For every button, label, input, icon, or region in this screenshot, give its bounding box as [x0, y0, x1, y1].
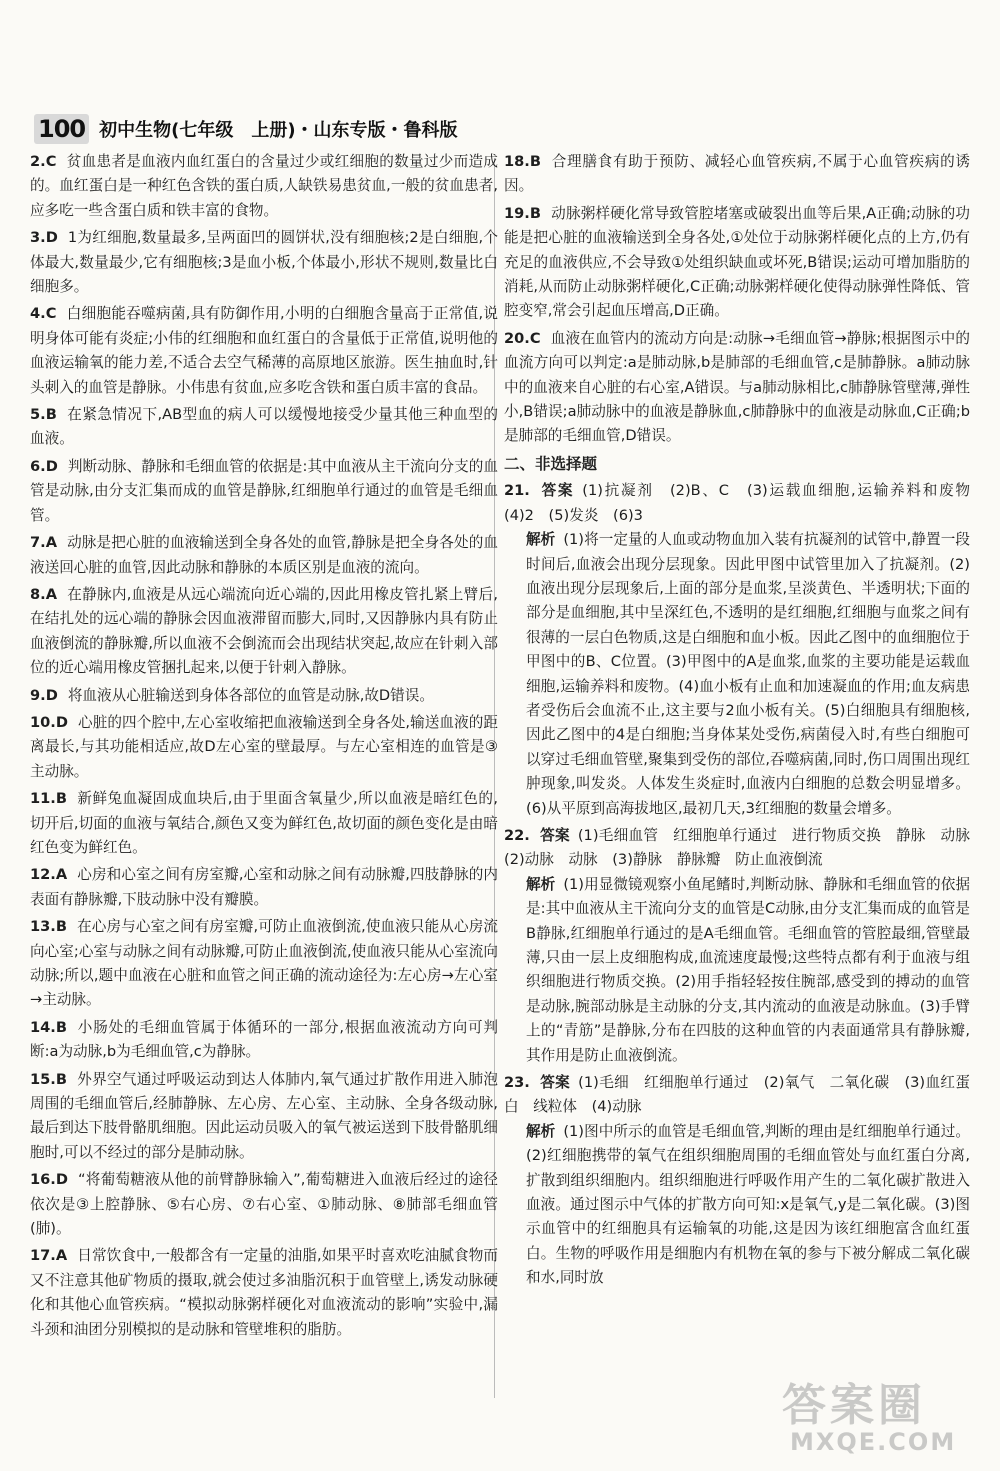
question-number: 17.A	[30, 1247, 68, 1265]
question-number: 20.C	[504, 329, 541, 347]
question-number: 22.	[504, 826, 530, 844]
question-number: 4.C	[30, 305, 57, 323]
answer-entry	[30, 403, 498, 452]
answer-entry	[30, 1016, 498, 1065]
analysis-block	[504, 528, 970, 821]
explanation-text: 动脉是把心脏的血液输送到全身各处的血管,静脉是把全身各处的血液送回心脏的血管,因此动脉和静脉的本质区别是血液的流向。	[30, 534, 498, 576]
question-block	[504, 1071, 970, 1291]
page-number: 100	[34, 114, 89, 144]
analysis-text: (1)图中所示的血管是毛细血管,判断的理由是红细胞单行通过。(2)红细胞携带的氧气在组织细胞周围的毛细血管处与血红蛋白分离,扩散到组织细胞内。组织细胞进行呼吸作用产生的二氧化碳扩散进入血液。通过图示中气体的扩散方向可知:x是氧气,y是二氧化碳。(3)图示血管中的红细胞具有运输氧的功能,这是因为该红细胞富含血红蛋白。生物的呼吸作用是细胞内有机物在氧的参与下被分解成二氧化碳和水,同时放	[526, 1122, 970, 1287]
answer-label: 答案	[539, 826, 570, 844]
question-number: 3.D	[30, 229, 58, 247]
answer-entry	[30, 531, 498, 580]
answer-label: 答案	[539, 1074, 571, 1092]
answer-label: 答案	[539, 482, 575, 500]
analysis-text: (1)用显微镜观察小鱼尾鳍时,判断动脉、静脉和毛细血管的依据是:其中血液从主干流向分支的血管是C动脉,由分支汇集而成的血管是B静脉,红细胞单行通过的是A毛细血管。毛细血管的管腔最细,管壁最薄,只由一层上皮细胞构成,血流速度最慢;这些特点都有利于血液与组织细胞进行物质交换。(2)用手指轻轻按住腕部,感受到的搏动的血管是动脉,腕部动脉是主动脉的分支,其内流动的血液是动脉血。(3)手臂上的“青筋”是静脉,分布在四肢的这种血管的内表面通常具有静脉瓣,其作用是防止血液倒流。	[526, 875, 970, 1064]
section-title: 二、非选择题	[504, 454, 598, 473]
explanation-text: 心房和心室之间有房室瓣,心室和动脉之间有动脉瓣,四肢静脉的内表面有静脉瓣,下肢动脉中没有瓣膜。	[30, 866, 498, 908]
analysis-text: (1)将一定量的人血或动物血加入装有抗凝剂的试管中,静置一段时间后,血液会出现分层现象。因此甲图中试管里加入了抗凝剂。(2)血液出现分层现象后,上面的部分是血浆,呈淡黄色、半透明状;下面的部分是血细胞,其中呈深红色,不透明的是红细胞,红细胞与血浆之间有很薄的一层白色物质,这是白细胞和血小板。因此乙图中的血细胞位于甲图中的B、C位置。(3)甲图中的A是血浆,血浆的主要功能是运载血细胞,运输养料和废物。(4)血小板有止血和加速凝血的作用;血友病患者受伤后会血流不止,这主要与2血小板有关。(5)白细胞具有细胞核,因此乙图中的4是白细胞;当身体某处受伤,病菌侵入时,有些白细胞可以穿过毛细血管壁,聚集到受伤的部位,吞噬病菌,同时,伤口周围出现红肿现象,叫发炎。人体发生炎症时,血液内白细胞的总数会明显增多。(6)从平原到高海拔地区,最初几天,3红细胞的数量会增多。	[526, 531, 970, 817]
analysis-block	[504, 1120, 970, 1291]
book-title: 初中生物(七年级 上册)・山东专版・鲁科版	[99, 120, 458, 141]
answer-entry	[30, 1068, 498, 1166]
explanation-text: 动脉粥样硬化常导致管腔堵塞或破裂出血等后果,A正确;动脉的功能是把心脏的血液输送到全身各处,①处位于动脉粥样硬化点的上方,仍有充足的血液供应,不会导致①处组织缺血或坏死,B错误;运动可增加脂肪的消耗,从而防止动脉粥样硬化,C正确;动脉粥样硬化使得动脉弹性降低、管腔变窄,常会引起血压增高,D正确。	[504, 204, 970, 320]
question-number: 11.B	[30, 790, 67, 808]
question-number: 16.D	[30, 1171, 68, 1189]
explanation-text: 判断动脉、静脉和毛细血管的依据是:其中血液从主干流向分支的血管是动脉,由分支汇集而成的血管是静脉,红细胞单行通过的血管是毛细血管。	[30, 457, 498, 524]
question-block	[504, 824, 985, 1068]
question-number: 14.B	[30, 1018, 67, 1036]
answer-entry	[30, 1168, 498, 1241]
answer-entry	[504, 202, 970, 324]
explanation-text: 将血液从心脏输送到身体各部位的血管是动脉,故D错误。	[67, 686, 434, 704]
left-column	[30, 150, 498, 1345]
explanation-text: 在紧急情况下,AB型血的病人可以缓慢地接受少量其他三种血型的血液。	[30, 406, 498, 448]
explanation-text: 新鲜兔血凝固成血块后,由于里面含氧量少,所以血液是暗红色的,切开后,切面的血液与氧结合,颜色又变为鲜红色,故切面的颜色变化是由暗红色变为鲜红色。	[30, 790, 498, 856]
question-number: 9.D	[30, 686, 58, 704]
answer-entry	[30, 684, 498, 708]
answer-entry	[30, 1244, 498, 1342]
explanation-text: 1为红细胞,数量最多,呈两面凹的圆饼状,没有细胞核;2是白细胞,个体最大,数量最少,它有细胞核;3是血小板,个体最小,形状不规则,数量比白细胞多。	[30, 229, 498, 296]
right-column	[504, 150, 985, 1294]
answer-text: (1)抗凝剂 (2)B、C (3)运载血细胞,运输养料和废物 (4)2 (5)发炎 (6)3	[504, 482, 985, 524]
explanation-text: 日常饮食中,一般都含有一定量的油脂,如果平时喜欢吃油腻食物而又不注意其他矿物质的摄取,就会使过多油脂沉积于血管壁上,诱发动脉硬化和其他心血管疾病。“模拟动脉粥样硬化对血液流动的影响”实验中,漏斗颈和油团分别模拟的是动脉和管壁堆积的脂肪。	[30, 1247, 498, 1338]
analysis-block	[504, 873, 970, 1068]
answer-entry	[504, 150, 970, 199]
watermark-domain: MXQE.COM	[790, 1428, 957, 1456]
explanation-text: 合理膳食有助于预防、减轻心血管疾病,不属于心血管疾病的诱因。	[504, 153, 970, 195]
page-header	[34, 112, 964, 146]
answer-entry	[30, 150, 498, 223]
question-number: 19.B	[504, 204, 541, 222]
watermark-logo-text: 答案圈	[782, 1380, 926, 1431]
question-number: 23.	[504, 1074, 530, 1092]
question-number: 18.B	[504, 153, 541, 170]
question-number: 13.B	[30, 918, 67, 936]
question-number: 21.	[504, 482, 530, 500]
answer-entry	[30, 455, 498, 528]
explanation-text: 在静脉内,血液是从远心端流向近心端的,因此用橡皮管扎紧上臂后,在结扎处的远心端的静脉会因血液滞留而膨大,同时,又因静脉内具有防止血液倒流的静脉瓣,所以血液不会倒流而会出现结状突起,故应在针刺入部位的近心端用橡皮管捆扎起来,以便于针刺入静脉。	[30, 585, 498, 677]
answer-text: (1)毛细 红细胞单行通过 (2)氧气 二氧化碳 (3)血红蛋白 线粒体 (4)动脉	[504, 1074, 970, 1116]
question-number: 10.D	[30, 713, 68, 731]
question-block	[504, 479, 985, 821]
answer-text: (1)毛细血管 红细胞单行通过 进行物质交换 静脉 动脉 (2)动脉 动脉 (3)静脉 静脉瓣 防止血液倒流	[504, 826, 985, 869]
explanation-text: 白细胞能吞噬病菌,具有防御作用,小明的白细胞含量高于正常值,说明身体可能有炎症;小伟的红细胞和血红蛋白的含量低于正常值,说明他的血液运输氧的能力差,不适合去空气稀薄的高原地区旅游。医生抽血时,针头刺入的血管是静脉。小伟患有贫血,应多吃含铁和蛋白质丰富的食品。	[30, 305, 498, 396]
answer-entry	[30, 787, 498, 860]
explanation-text: 在心房与心室之间有房室瓣,可防止血液倒流,使血液只能从心房流向心室;心室与动脉之间有动脉瓣,可防止血液倒流,使血液只能从心室流向动脉;所以,题中血液在心脏和血管之间正确的流动途径为:左心房→左心室→主动脉。	[30, 918, 498, 1009]
explanation-text: 外界空气通过呼吸运动到达人体肺内,氧气通过扩散作用进入肺泡周围的毛细血管后,经肺静脉、左心房、左心室、主动脉、全身各级动脉,最后到达下肢骨骼肌细胞。因此运动员吸入的氧气被运送到下肢骨骼肌细胞时,可以不经过的部分是肺动脉。	[30, 1070, 498, 1161]
answer-entry	[30, 226, 498, 299]
answer-entry	[30, 711, 498, 784]
question-number: 12.A	[30, 866, 68, 884]
explanation-text: 小肠处的毛细血管属于体循环的一部分,根据血液流动方向可判断:a为动脉,b为毛细血管,c为静脉。	[30, 1018, 498, 1061]
analysis-label: 解析	[526, 1122, 556, 1140]
explanation-text: 心脏的四个腔中,左心室收缩把血液输送到全身各处,输送血液的距离最长,与其功能相适应,故D左心室的壁最厚。与左心室相连的血管是③主动脉。	[30, 713, 498, 780]
question-number: 6.D	[30, 457, 58, 475]
analysis-label: 解析	[526, 531, 556, 549]
answer-entry	[30, 302, 498, 400]
explanation-text: 血液在血管内的流动方向是:动脉→毛细血管→静脉;根据图示中的血流方向可以判定:a是肺动脉,b是肺部的毛细血管,c是肺静脉。a肺动脉中的血液来自心脏的右心室,A错误。与a肺动脉相比,c肺静脉管壁薄,弹性小,B错误;a肺动脉中的血液是静脉血,c肺静脉中的血液是动脉血,C正确;b是肺部的毛细血管,D错误。	[504, 329, 970, 445]
answer-entry	[30, 863, 498, 912]
site-watermark	[782, 1380, 982, 1461]
answer-entry	[504, 327, 970, 449]
question-number: 15.B	[30, 1070, 67, 1088]
analysis-label: 解析	[526, 875, 556, 893]
question-number: 5.B	[30, 406, 57, 424]
answer-entry	[30, 915, 498, 1013]
answer-entry	[30, 583, 498, 681]
question-number: 2.C	[30, 153, 57, 170]
question-number: 8.A	[30, 585, 57, 603]
explanation-text: “将葡萄糖液从他的前臂静脉输入”,葡萄糖进入血液后经过的途径依次是③上腔静脉、⑤右心房、⑦右心室、①肺动脉、⑧肺部毛细血管(肺)。	[30, 1171, 498, 1238]
explanation-text: 贫血患者是血液内血红蛋白的含量过少或红细胞的数量过少而造成的。血红蛋白是一种红色含铁的蛋白质,人缺铁易患贫血,一般的贫血患者,应多吃一些含蛋白质和铁丰富的食物。	[30, 153, 498, 219]
question-number: 7.A	[30, 534, 57, 552]
